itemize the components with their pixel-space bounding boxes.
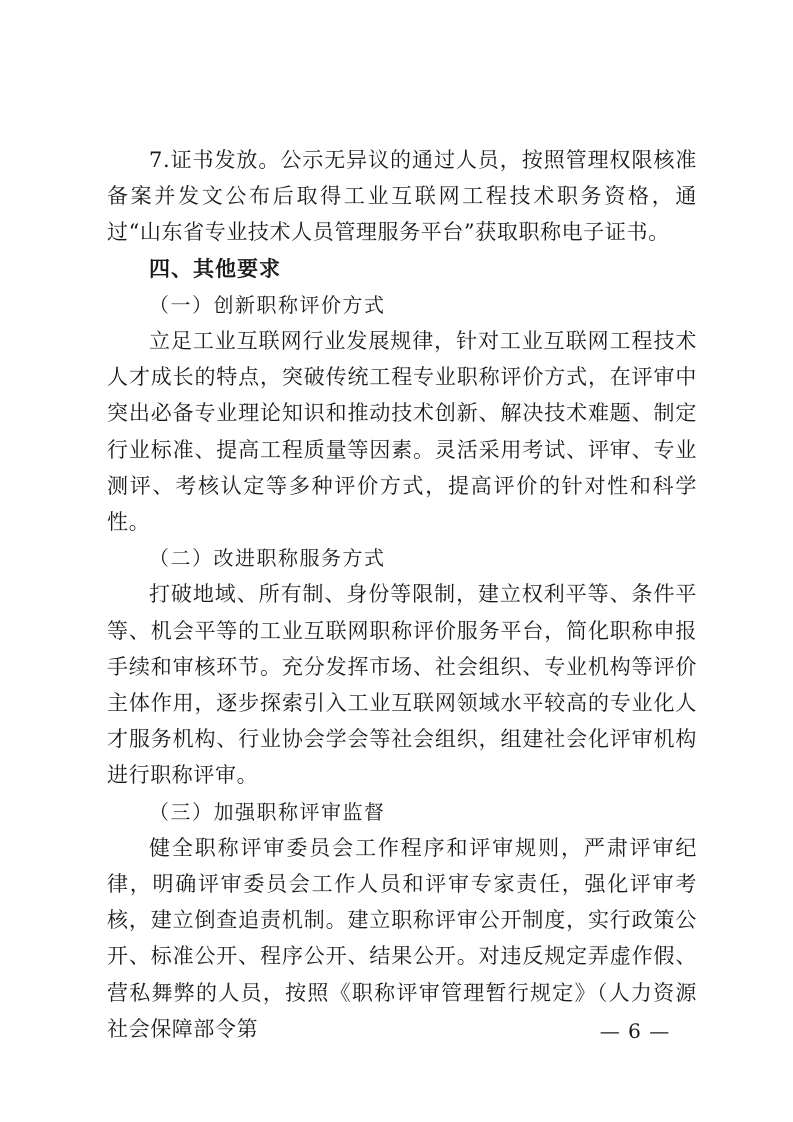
paragraph-improve-service: 打破地域、所有制、身份等限制，建立权利平等、条件平等、机会平等的工业互联网职称评价服务平台，简化职称申报手续和审核环节。充分发挥市场、社会组织、专业机构等评价主体作用，逐步探索引入工业互联网领域水平较高的专业化人才服务机构、行业协会学会等社会组织，组建社会化评审机构进行职称评审。 — [107, 582, 697, 788]
subheading-innovate-evaluation: （一）创新职称评价方式 — [149, 292, 386, 317]
paragraph-strengthen-supervision: 健全职称评审委员会工作程序和评审规则，严肃评审纪律，明确评审委员会工作人员和评审专家责任，强化评审考核，建立倒查追责机制。建立职称评审公开制度，实行政策公开、标准公开、程序公开、结果公开。对违反规定弄虚作假、营私舞弊的人员，按照《职称评审管理暂行规定》（人力资源社会保障部令第 — [107, 835, 697, 1041]
section-heading-other-requirements: 四、其他要求 — [149, 256, 281, 281]
page-number: — 6 — — [599, 1019, 671, 1043]
paragraph-innovate-evaluation: 立足工业互联网行业发展规律，针对工业互联网工程技术人才成长的特点，突破传统工程专业职称评价方式，在评审中突出必备专业理论知识和推动技术创新、解决技术难题、制定行业标准、提高工程质量等因素。灵活采用考试、评审、专业测评、考核认定等多种评价方式，提高评价的针对性和科学性。 — [107, 329, 697, 535]
subheading-strengthen-supervision: （三）加强职称评审监督 — [149, 799, 386, 824]
paragraph-certificate-issuance: 7.证书发放。公示无异议的通过人员，按照管理权限核准备案并发文公布后取得工业互联网工程技术职务资格，通过“山东省专业技术人员管理服务平台”获取职称电子证书。 — [107, 148, 697, 245]
subheading-improve-service: （二）改进职称服务方式 — [149, 546, 386, 571]
document-body — [107, 142, 697, 1047]
